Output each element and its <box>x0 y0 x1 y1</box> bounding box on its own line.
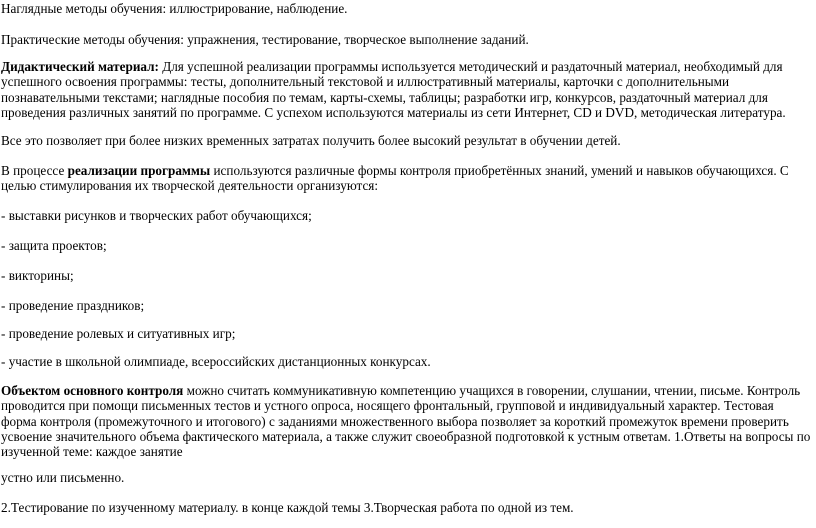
list-item-role-games: - проведение ролевых и ситуативных игр; <box>1 326 236 341</box>
list-item-olympiad: - участие в школьной олимпиаде, всероссийских дистанционных конкурсах. <box>1 354 431 369</box>
main-control-text: можно считать коммуникативную компетенцию учащихся в говорении, слушании, чтении, письме. Контроль проводится при помощи письменных тестов и устного опроса, носящего фронтальный, групповой и индивидуальный характер. Тестовая форма контроля (промежуточного и итогового) с заданиями множественного выбора позволяет за короткий промежуток времени проверить усвоение значительного объема фактического материала, а также служит своеобразной подготовкой к устным ответам. 1.Ответы на вопросы по изученной теме: каждое занятие <box>1 383 811 460</box>
didactic-material-heading: Дидактический материал: <box>1 59 159 74</box>
control-forms-intro: В процессе <box>1 163 68 178</box>
list-item-quizzes: - викторины; <box>1 268 74 283</box>
paragraph-control-forms <box>1 163 812 194</box>
main-control-heading: Объектом основного контроля <box>1 383 184 398</box>
list-item-holidays: - проведение праздников; <box>1 298 145 313</box>
list-item-projects: - защита проектов; <box>1 238 107 253</box>
paragraph-practical-methods: Практические методы обучения: упражнения, тестирование, творческое выполнение заданий. <box>1 32 529 47</box>
paragraph-main-control <box>1 383 812 459</box>
paragraph-result: Все это позволяет при более низких временных затратах получить более высокий результат в обучении детей. <box>1 133 621 148</box>
paragraph-testing: 2.Тестирование по изученному материалу. в конце каждой темы 3.Творческая работа по одной из тем. <box>1 500 574 515</box>
paragraph-visual-methods: Наглядные методы обучения: иллюстрирование, наблюдение. <box>1 1 348 16</box>
didactic-material-text: Для успешной реализации программы используется методический и раздаточный материал, необходимый для успешного освоения программы: тесты, дополнительный текстовой и иллюстративный материалы, карточки с дополнительными познавательными текстами; наглядные пособия по темам, карты-схемы, таблицы; разработки игр, конкурсов, раздаточный материал для проведения различных занятий по программе. С успехом используются материалы из сети Интернет, CD и DVD, методическая литература. <box>1 59 786 120</box>
control-forms-bold: реализации программы <box>67 163 211 178</box>
paragraph-didactic-material <box>1 59 812 120</box>
control-forms-text: используются различные формы контроля приобретённых знаний, умений и навыков обучающихся. С целью стимулирования их творческой деятельности организуются: <box>1 163 789 194</box>
list-item-exhibitions: - выставки рисунков и творческих работ обучающихся; <box>1 208 312 223</box>
paragraph-oral-or-written: устно или письменно. <box>1 470 125 485</box>
